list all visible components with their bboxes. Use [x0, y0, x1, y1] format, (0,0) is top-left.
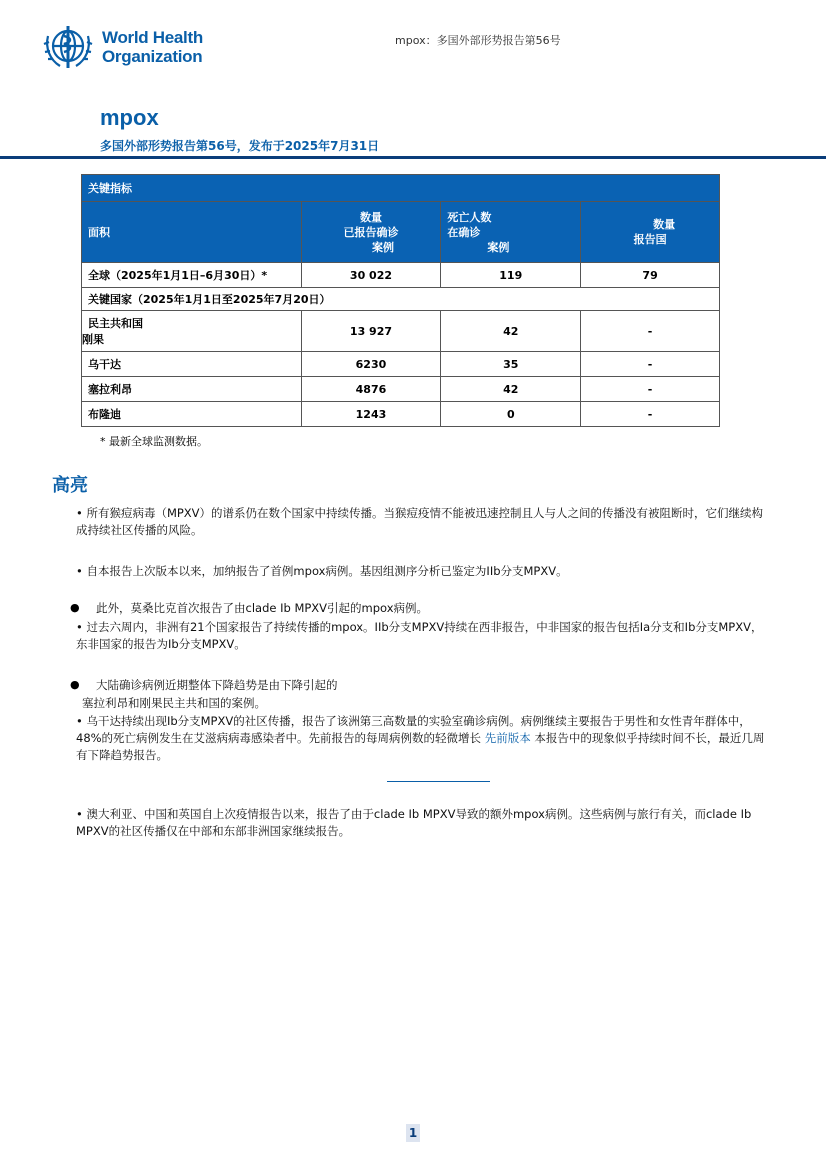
highlight-paragraph-3: • 过去六周内，非洲有21个国家报告了持续传播的mpox。IIb分支MPXV持续在西非报告，中非国家的报告包括Ia分支和Ib分支MPXV，东非国家的报告为Ib分支MPXV。	[76, 620, 763, 651]
doc-title: mpox	[100, 105, 159, 130]
country-countries: -	[581, 402, 720, 427]
table-row	[82, 311, 720, 352]
table-row-key-countries	[82, 288, 720, 311]
country-deaths: 42	[441, 311, 581, 352]
col-header-deaths: 死亡人数 在确诊 案例	[441, 202, 581, 263]
who-emblem-icon	[42, 22, 94, 72]
global-label: 全球（2025年1月1日–6月30日）*	[82, 263, 302, 288]
highlights-heading: 高亮	[52, 475, 88, 496]
country-cases: 4876	[301, 377, 441, 402]
key-indicators-table	[81, 174, 720, 427]
country-label: 民主共和国 刚果	[82, 311, 302, 352]
country-cases: 13 927	[301, 311, 441, 352]
global-cases: 30 022	[301, 263, 441, 288]
global-deaths: 119	[441, 263, 581, 288]
table-row	[82, 377, 720, 402]
table-header-row	[82, 202, 720, 263]
header-rule	[0, 156, 826, 159]
country-deaths: 0	[441, 402, 581, 427]
link-underline	[387, 781, 490, 782]
table-row	[82, 352, 720, 377]
highlight-bullet-1: 此外，莫桑比克首次报告了由clade Ib MPXV引起的mpox病例。	[96, 601, 429, 615]
highlight-paragraph-2: • 自本报告上次版本以来，加纳报告了首例mpox病例。基因组测序分析已鉴定为IIb分支MPXV。	[76, 564, 568, 578]
highlight-paragraph-5: • 澳大利亚、中国和英国自上次疫情报告以来，报告了由于clade Ib MPXV导致的额外mpox病例。这些病例与旅行有关，而clade Ib MPXV的社区传播仅在中部和东部非洲国家继续报告。	[76, 807, 752, 838]
col-header-cases: 数量 已报告确诊 案例	[301, 202, 441, 263]
highlight-paragraph-4: • 乌干达持续出现Ib分支MPXV的社区传播，报告了该洲第三高数量的实验室确诊病例。病例继续主要报告于男性和女性青年群体中，48%的死亡病例发生在艾滋病病毒感染者中。先前报告的每周病例数的轻微增长 先前版本 本报告中的现象似乎持续时间不长，最近几周有下降趋势报告。	[76, 714, 765, 762]
country-label: 塞拉利昂	[82, 377, 302, 402]
col-header-area: 面积	[82, 202, 302, 263]
org-name-line2: Organization	[102, 47, 203, 66]
running-head: mpox：多国外部形势报告第56号	[395, 34, 561, 47]
previous-version-link[interactable]: 先前版本	[484, 731, 531, 745]
country-deaths: 42	[441, 377, 581, 402]
country-countries: -	[581, 311, 720, 352]
highlight-paragraph-1: • 所有猴痘病毒（MPXV）的谱系仍在数个国家中持续传播。当猴痘疫情不能被迅速控制且人与人之间的传播没有被阻断时，它们继续构成持续社区传播的风险。	[76, 506, 764, 537]
country-cases: 1243	[301, 402, 441, 427]
highlight-bullet-2-line2: 塞拉利昂和刚果民主共和国的案例。	[82, 696, 266, 710]
highlight-bullet-2-line1: 大陆确诊病例近期整体下降趋势是由下降引起的	[96, 678, 338, 692]
table-band-label: 关键指标	[82, 175, 720, 202]
country-label: 布隆迪	[82, 402, 302, 427]
who-logo	[42, 22, 212, 74]
table-row	[82, 402, 720, 427]
table-footnote: * 最新全球监测数据。	[100, 435, 208, 448]
table-row-global	[82, 263, 720, 288]
page-number: 1	[406, 1124, 420, 1142]
country-cases: 6230	[301, 352, 441, 377]
country-deaths: 35	[441, 352, 581, 377]
col-header-countries: 数量 报告国	[581, 202, 720, 263]
bullet-dot-icon: ●	[70, 678, 80, 691]
country-label: 乌干达	[82, 352, 302, 377]
org-name-line1: World Health	[102, 28, 203, 47]
doc-subtitle: 多国外部形势报告第56号，发布于2025年7月31日	[100, 139, 380, 153]
country-countries: -	[581, 377, 720, 402]
country-countries: -	[581, 352, 720, 377]
global-countries: 79	[581, 263, 720, 288]
key-countries-label: 关键国家（2025年1月1日至2025年7月20日）	[82, 288, 720, 311]
bullet-dot-icon: ●	[70, 601, 80, 614]
table-band-row	[82, 175, 720, 202]
